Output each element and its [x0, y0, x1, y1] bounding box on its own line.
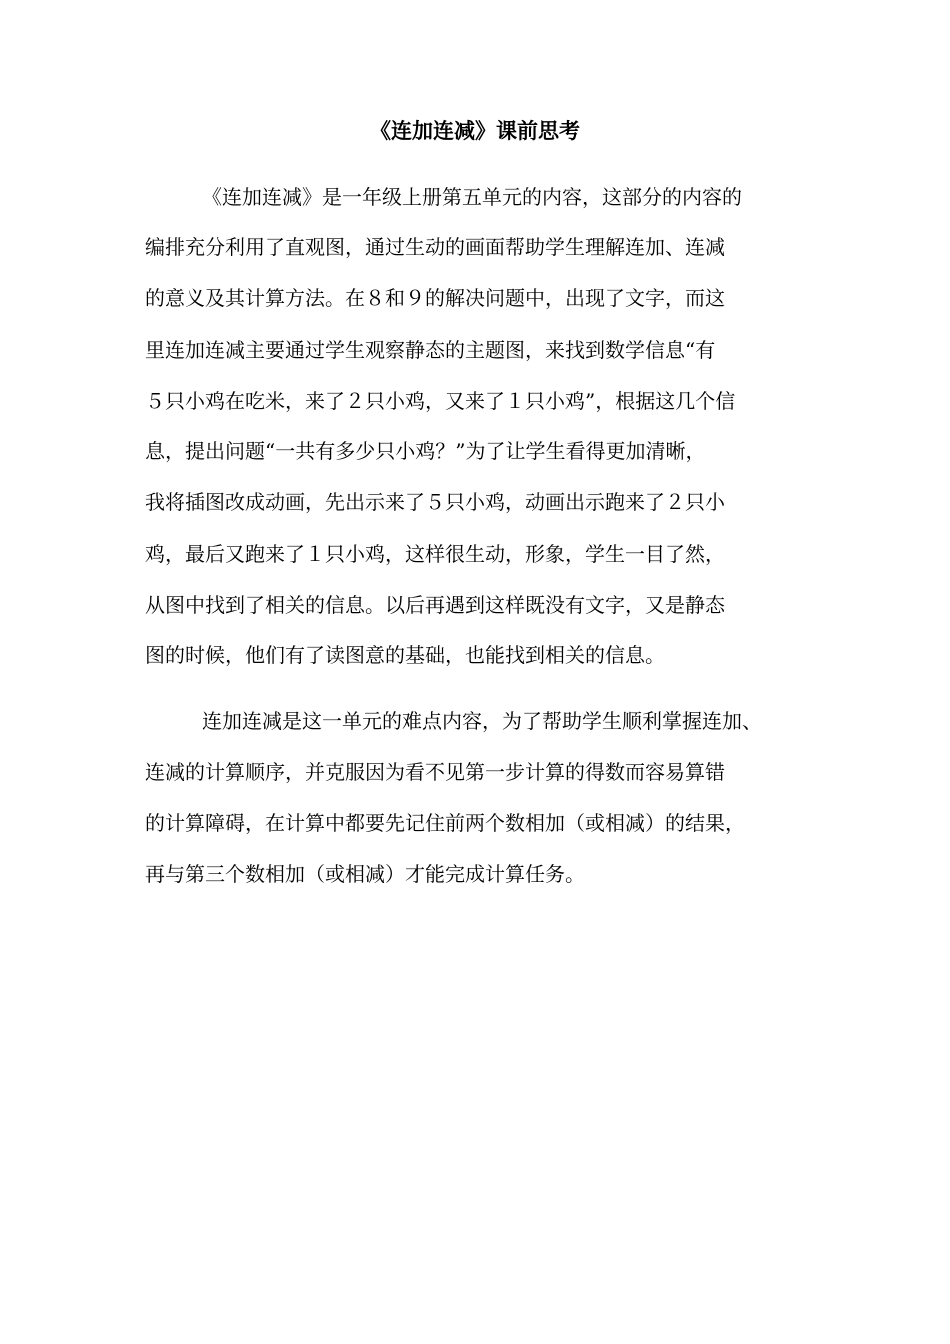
paragraph-line: 息，提出问题“一共有多少只小鸡？”为了让学生看得更加清晰， [145, 439, 706, 463]
paragraph-line: 再与第三个数相加（或相减）才能完成计算任务。 [145, 862, 585, 886]
paragraph-line: 鸡，最后又跑来了１只小鸡，这样很生动，形象，学生一目了然， [145, 542, 725, 566]
paragraph-line: 连加连减是这一单元的难点内容，为了帮助学生顺利掌握连加、 [202, 709, 762, 733]
paragraph-line: ５只小鸡在吃米，来了２只小鸡，又来了１只小鸡”，根据这几个信 [145, 389, 736, 413]
paragraph-line: 图的时候，他们有了读图意的基础，也能找到相关的信息。 [145, 643, 665, 667]
paragraph-line: 编排充分利用了直观图，通过生动的画面帮助学生理解连加、连减 [145, 235, 725, 259]
paragraph-line: 《连加连减》是一年级上册第五单元的内容，这部分的内容的 [202, 185, 742, 209]
paragraph-line: 我将插图改成动画，先出示来了５只小鸡，动画出示跑来了２只小 [145, 490, 725, 514]
paragraph-line: 连减的计算顺序，并克服因为看不见第一步计算的得数而容易算错 [145, 760, 725, 784]
paragraph-line: 的计算障碍，在计算中都要先记住前两个数相加（或相减）的结果， [145, 811, 745, 835]
paragraph-line: 从图中找到了相关的信息。以后再遇到这样既没有文字，又是静态 [145, 593, 725, 617]
paragraph-line: 的意义及其计算方法。在８和９的解决问题中，出现了文字，而这 [145, 286, 725, 310]
paragraph-line: 里连加连减主要通过学生观察静态的主题图，来找到数学信息“有 [145, 338, 716, 362]
document-title: 《连加连减》课前思考 [370, 118, 580, 143]
